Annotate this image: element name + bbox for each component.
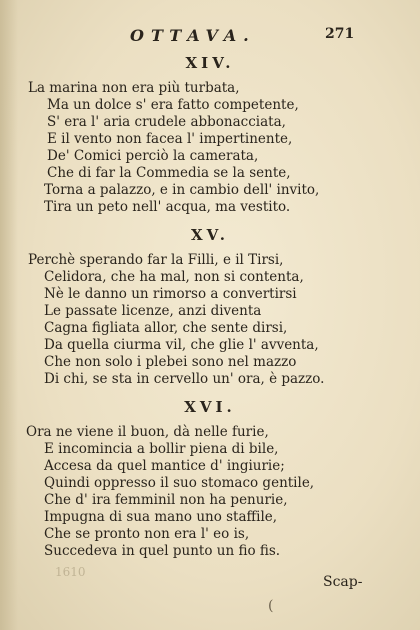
running-head: OTTAVA. (130, 26, 256, 45)
verse-line: S' era l' aria crudele abbonacciata, (47, 114, 286, 130)
page-header (0, 26, 420, 48)
verse-line: Impugna di sua mano uno staffile, (44, 509, 278, 525)
verse-line: La marina non era più turbata, (28, 80, 240, 96)
verse-line: Quindi oppresso il suo stomaco gentile, (44, 475, 315, 491)
verse-line: Tira un peto nell' acqua, ma vestito. (44, 199, 291, 215)
stanza-number: XVI. (184, 398, 236, 416)
library-stamp: 1610 (55, 565, 86, 579)
verse-line: Perchè sperando far la Filli, e il Tirsi, (28, 252, 284, 268)
verse-line: Ma un dolce s' era fatto competente, (47, 97, 299, 113)
catchword: Scap- (323, 574, 363, 590)
page-number: 271 (325, 26, 355, 42)
verse-line: Che di far la Commedia se la sente, (47, 165, 291, 181)
verse-line: E il vento non facea l' impertinente, (47, 131, 293, 147)
verse-line: Ora ne viene il buon, dà nelle furie, (26, 424, 269, 440)
verse-line: Le passate licenze, anzi diventa (44, 303, 262, 319)
stanza-number: XV. (191, 226, 229, 244)
verse-line: Che se pronto non era l' eo is, (44, 526, 250, 542)
verse-line: Torna a palazzo, e in cambio dell' invito, (44, 182, 320, 198)
verse-line: Accesa da quel mantice d' ingiurie; (44, 458, 285, 474)
stanza-number: XIV. (185, 54, 235, 72)
verse-line: Che non solo i plebei sono nel mazzo (44, 354, 297, 370)
verse-line: Da quella ciurma vil, che glie l' avventa, (44, 337, 319, 353)
verse-line: Cagna figliata allor, che sente dirsi, (44, 320, 288, 336)
pencil-mark: ( (268, 598, 274, 614)
page-gutter-shadow (0, 0, 18, 630)
verse-line: Succedeva in quel punto un fio fis. (44, 543, 281, 559)
verse-line: De' Comici perciò la camerata, (47, 148, 259, 164)
verse-line: Nè le danno un rimorso a convertirsi (44, 286, 297, 302)
verse-line: Di chi, se sta in cervello un' ora, è pazzo. (44, 371, 325, 387)
verse-line: E incomincia a bollir piena di bile, (44, 441, 279, 457)
verse-line: Che d' ira femminil non ha penurie, (44, 492, 288, 508)
verse-line: Celidora, che ha mal, non si contenta, (44, 269, 304, 285)
